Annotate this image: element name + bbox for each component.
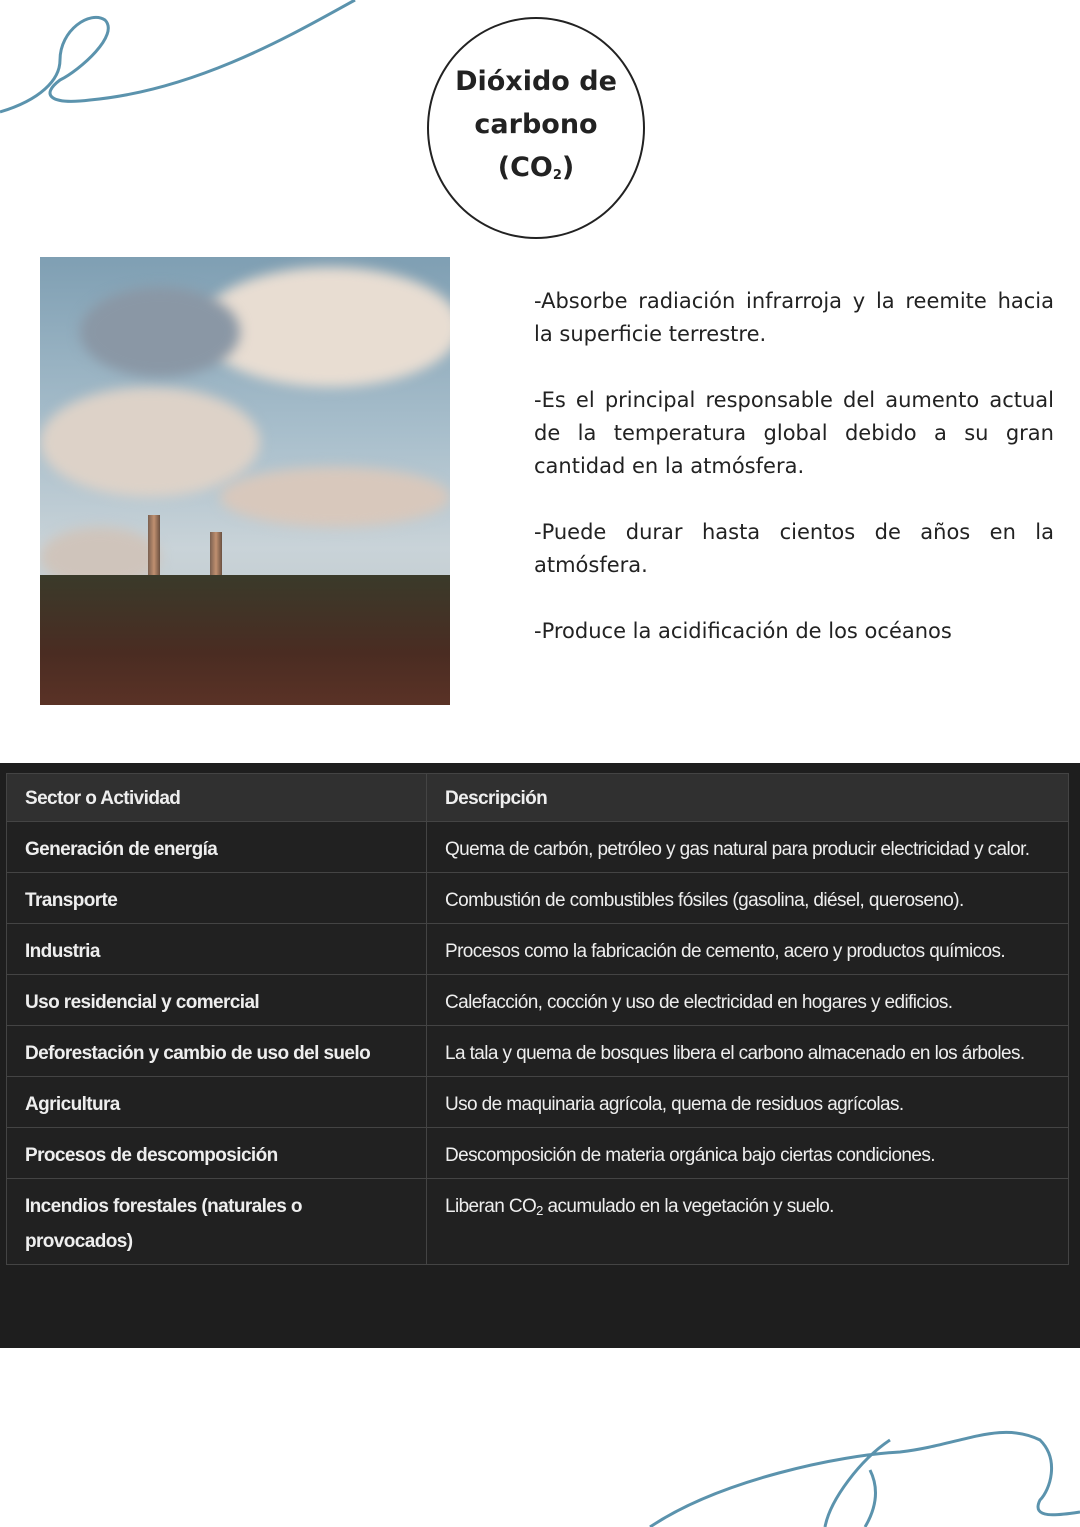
- title-circle: [427, 17, 645, 239]
- fact-item: -Puede durar hasta cientos de años en la atmósfera.: [534, 520, 1054, 577]
- description-cell: Calefacción, cocción y uso de electricidad en hogares y edificios.: [427, 975, 1069, 1026]
- title-line1: Dióxido de: [455, 65, 617, 97]
- emission-sources-table: [6, 773, 1069, 1265]
- title-line2: carbono: [474, 108, 598, 140]
- table-row: [7, 1077, 1069, 1128]
- table-row: [7, 822, 1069, 873]
- fact-item: -Produce la acidificación de los océanos: [534, 619, 952, 643]
- page-title: [455, 60, 617, 197]
- table-row: [7, 1128, 1069, 1179]
- sector-cell: Industria: [7, 924, 427, 975]
- description-cell: Uso de maquinaria agrícola, quema de residuos agrícolas.: [427, 1077, 1069, 1128]
- table-row: [7, 1026, 1069, 1077]
- description-cell: Procesos como la fabricación de cemento, acero y productos químicos.: [427, 924, 1069, 975]
- table-row: [7, 873, 1069, 924]
- table-header-row: [7, 774, 1069, 822]
- fact-item: -Absorbe radiación infrarroja y la reemite hacia la superficie terrestre.: [534, 289, 1054, 346]
- table-row: [7, 975, 1069, 1026]
- fact-item: -Es el principal responsable del aumento actual de la temperatura global debido a su gran cantidad en la atmósfera.: [534, 388, 1054, 478]
- desc-prefix: Liberan CO: [445, 1196, 537, 1217]
- description-cell: [427, 1179, 1069, 1265]
- bottom-right-swirl: [650, 1432, 1080, 1527]
- formula-prefix: (CO: [497, 151, 553, 183]
- sector-cell: Agricultura: [7, 1077, 427, 1128]
- description-cell: Descomposición de materia orgánica bajo ciertas condiciones.: [427, 1128, 1069, 1179]
- table-row: [7, 924, 1069, 975]
- sector-cell: Uso residencial y comercial: [7, 975, 427, 1026]
- header-sector: Sector o Actividad: [7, 774, 427, 822]
- sector-cell: Deforestación y cambio de uso del suelo: [7, 1026, 427, 1077]
- sector-cell: Procesos de descomposición: [7, 1128, 427, 1179]
- formula-suffix: ): [561, 151, 575, 183]
- top-left-swirl: [0, 0, 355, 112]
- title-formula: [455, 146, 617, 197]
- sector-cell: Generación de energía: [7, 822, 427, 873]
- sector-cell: Incendios forestales (naturales o provocados): [7, 1179, 427, 1265]
- description-cell: Combustión de combustibles fósiles (gasolina, diésel, queroseno).: [427, 873, 1069, 924]
- desc-sub: 2: [536, 1203, 543, 1218]
- header-description: Descripción: [427, 774, 1069, 822]
- desc-suffix: acumulado en la vegetación y suelo.: [542, 1196, 834, 1217]
- formula-sub: 2: [552, 167, 562, 183]
- sector-cell: Transporte: [7, 873, 427, 924]
- factory-smokestacks-photo: [40, 257, 450, 705]
- description-cell: Quema de carbón, petróleo y gas natural para producir electricidad y calor.: [427, 822, 1069, 873]
- description-cell: La tala y quema de bosques libera el carbono almacenado en los árboles.: [427, 1026, 1069, 1077]
- co2-facts: [534, 285, 1054, 681]
- table-row: [7, 1179, 1069, 1265]
